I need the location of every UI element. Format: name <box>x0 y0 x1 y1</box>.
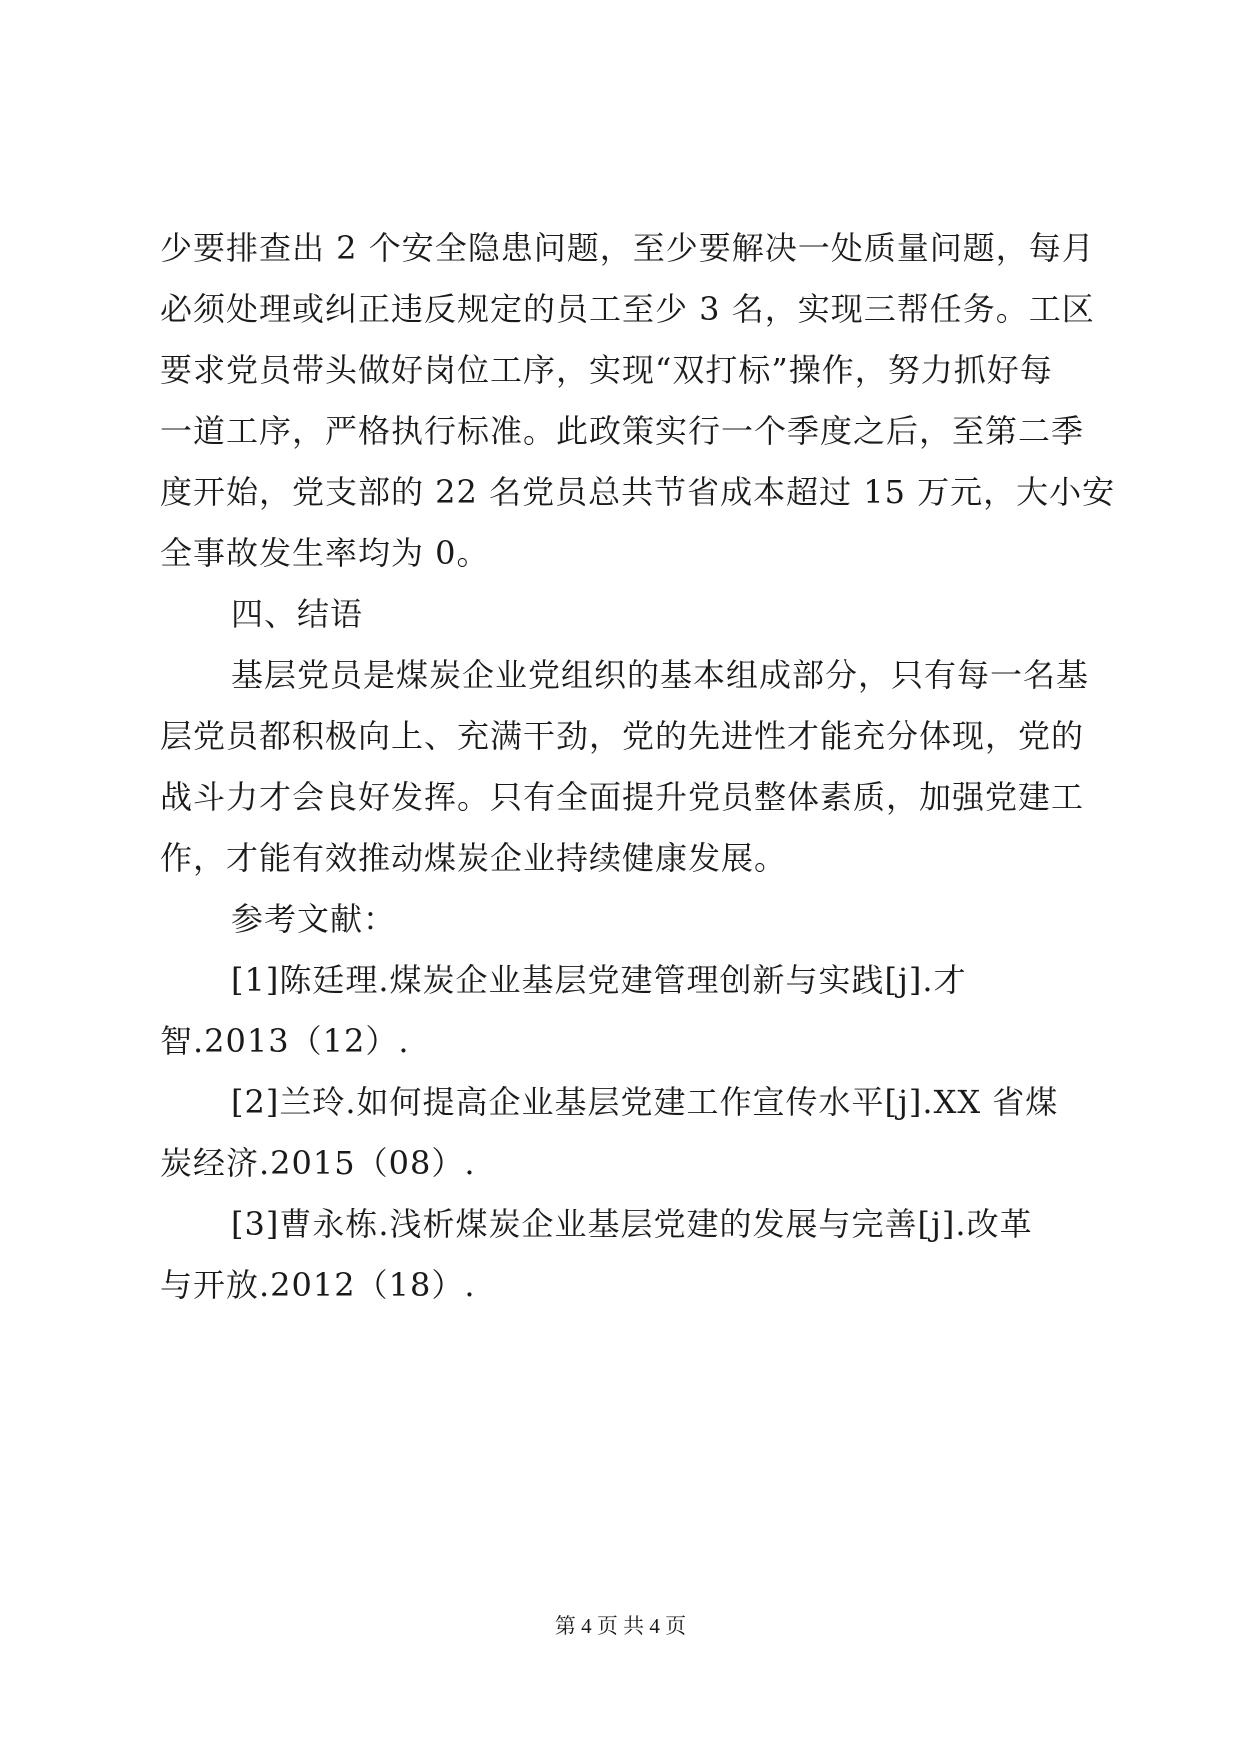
paragraph-line: 作，才能有效推动煤炭企业持续健康发展。 <box>160 839 788 877</box>
reference-item-continuation: 炭经济.2015（08）. <box>160 1144 476 1182</box>
paragraph-line: 基层党员是煤炭企业党组织的基本组成部分，只有每一名基 <box>231 656 1090 694</box>
paragraph-line: 全事故发生率均为 0。 <box>160 534 490 572</box>
reference-item: [1]陈廷理.煤炭企业基层党建管理创新与实践[j].才 <box>231 961 967 999</box>
paragraph-line: 层党员都积极向上、充满干劲，党的先进性才能充分体现，党的 <box>160 717 1085 755</box>
reference-item: [3]曹永栋.浅析煤炭企业基层党建的发展与完善[j].改革 <box>231 1205 1033 1243</box>
paragraph-line: 要求党员带头做好岗位工序，实现“双打标”操作，努力抓好每 <box>160 351 1053 389</box>
page-number-footer: 第 4 页 共 4 页 <box>554 1614 687 1638</box>
reference-item-continuation: 智.2013（12）. <box>160 1022 410 1060</box>
section-heading: 四、结语 <box>231 595 364 633</box>
references-heading: 参考文献： <box>231 900 397 938</box>
paragraph-line: 度开始，党支部的 22 名党员总共节省成本超过 15 万元，大小安 <box>160 473 1116 511</box>
paragraph-line: 一道工序，严格执行标准。此政策实行一个季度之后，至第二季 <box>160 412 1085 450</box>
paragraph-line: 战斗力才会良好发挥。只有全面提升党员整体素质，加强党建工 <box>160 778 1085 816</box>
reference-item: [2]兰玲.如何提高企业基层党建工作宣传水平[j].XX 省煤 <box>231 1083 1059 1121</box>
reference-item-continuation: 与开放.2012（18）. <box>160 1266 476 1304</box>
paragraph-line: 必须处理或纠正违反规定的员工至少 3 名，实现三帮任务。工区 <box>160 290 1095 328</box>
paragraph-line: 少要排查出 2 个安全隐患问题，至少要解决一处质量问题，每月 <box>160 229 1095 267</box>
